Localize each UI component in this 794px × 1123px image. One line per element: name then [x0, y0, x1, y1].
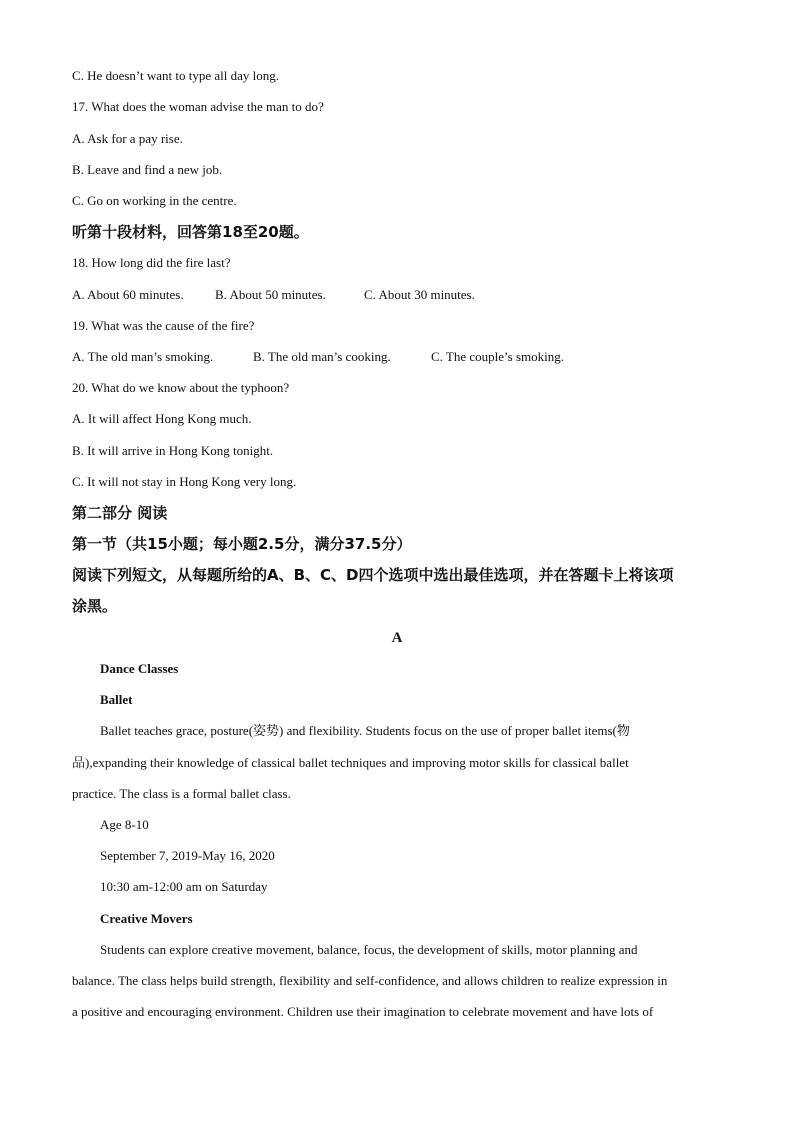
- q17-option-b: B. Leave and find a new job.: [72, 162, 223, 177]
- passage-label: A: [391, 630, 403, 646]
- creative-text-line-2: balance. The class helps build strength, flexibility and self-confidence, and allows children to realize expression in: [72, 973, 668, 988]
- ballet-text-line-3: practice. The class is a formal ballet class.: [72, 786, 291, 801]
- ballet-age: Age 8-10: [100, 817, 149, 832]
- q17-question: 17. What does the woman advise the man to do?: [72, 99, 324, 114]
- q18-option-b: B. About 50 minutes.: [215, 287, 326, 302]
- q18-option-c: C. About 30 minutes.: [364, 287, 475, 302]
- creative-movers-heading: Creative Movers: [100, 911, 193, 926]
- q16-option-c: C. He doesn’t want to type all day long.: [72, 68, 280, 83]
- q17-option-a: A. Ask for a pay rise.: [72, 131, 183, 146]
- q20-option-a: A. It will affect Hong Kong much.: [72, 411, 252, 426]
- part-title: 第二部分 阅读: [72, 504, 168, 522]
- creative-text-line-1: Students can explore creative movement, balance, focus, the development of skills, motor planning and: [100, 942, 638, 957]
- q18-option-a: A. About 60 minutes.: [72, 287, 184, 302]
- section-title: 第一节（共15小题；每小题2.5分，满分37.5分）: [72, 535, 412, 553]
- passage-title: Dance Classes: [100, 661, 179, 676]
- q19-question: 19. What was the cause of the fire?: [72, 318, 255, 333]
- q18-question: 18. How long did the fire last?: [72, 255, 231, 270]
- q20-option-c: C. It will not stay in Hong Kong very long.: [72, 474, 297, 489]
- q20-option-b: B. It will arrive in Hong Kong tonight.: [72, 443, 274, 458]
- q17-option-c: C. Go on working in the centre.: [72, 193, 237, 208]
- q19-option-a: A. The old man’s smoking.: [72, 349, 214, 364]
- q19-option-b: B. The old man’s cooking.: [253, 349, 391, 364]
- ballet-time: 10:30 am-12:00 am on Saturday: [100, 879, 268, 894]
- ballet-text-line-1: Ballet teaches grace, posture(姿势) and flexibility. Students focus on the use of proper ballet items(物: [100, 723, 630, 738]
- q19-option-c: C. The couple’s smoking.: [431, 349, 565, 364]
- ballet-dates: September 7, 2019-May 16, 2020: [100, 848, 275, 863]
- creative-text-line-3: a positive and encouraging environment. Children use their imagination to celebrate movement and have lots of: [72, 1004, 654, 1019]
- instruction-line-2: 涂黑。: [72, 597, 118, 615]
- q20-question: 20. What do we know about the typhoon?: [72, 380, 290, 395]
- instruction-line-1: 阅读下列短文，从每题所给的A、B、C、D四个选项中选出最佳选项，并在答题卡上将该项: [72, 566, 674, 584]
- ballet-heading: Ballet: [100, 692, 133, 707]
- section10-heading: 听第十段材料，回答第18至20题。: [72, 223, 309, 241]
- ballet-text-line-2: 品),expanding their knowledge of classical ballet techniques and improving motor skills for classical ballet: [72, 755, 629, 770]
